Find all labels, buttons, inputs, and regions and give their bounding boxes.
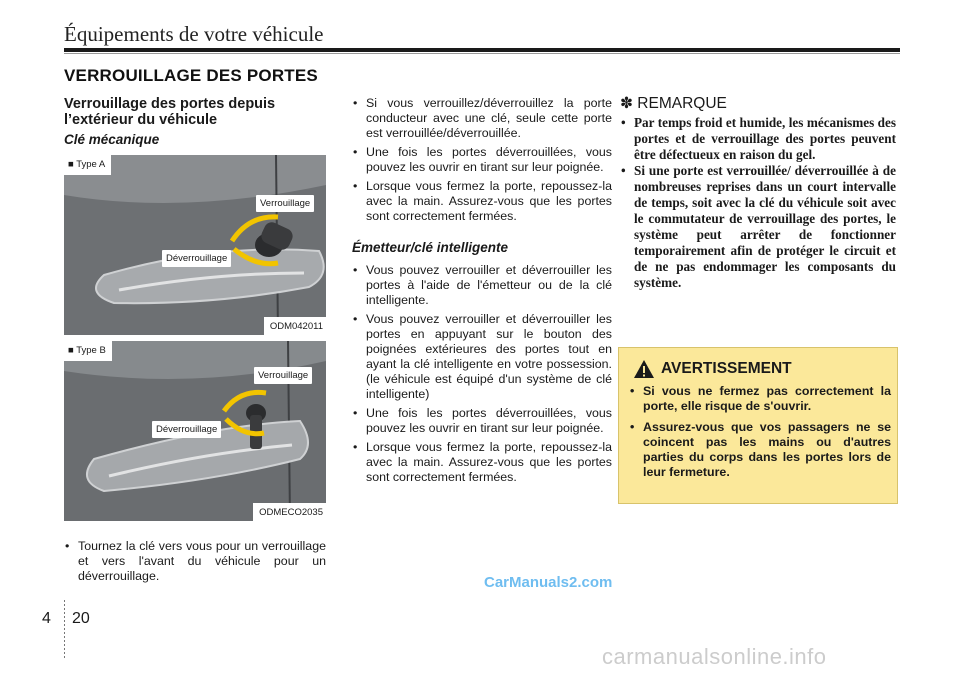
unlock-callout-a: Déverrouillage: [162, 250, 231, 267]
col1-bullet-list: [64, 539, 326, 584]
col1-subheading: Clé mécanique: [64, 132, 160, 147]
watermark: CarManuals2.com: [484, 574, 613, 591]
col2-bullet: • Vous pouvez verrouiller et déverrouiller les portes à l'aide de l'émetteur ou de la clé intelligente.: [352, 263, 612, 308]
section-title: VERROUILLAGE DES PORTES: [64, 66, 318, 85]
chapter-title: Équipements de votre véhicule: [64, 22, 324, 46]
warning-box: [618, 347, 898, 504]
warning-triangle-icon: [633, 359, 655, 379]
column-3: [620, 96, 896, 291]
remark-bullet: • Par temps froid et humide, les mécanismes des portes et de verrouillage des portes peuvent être défectueux en raison du gel.: [620, 115, 896, 163]
col2-bullet-list-top: [352, 96, 612, 224]
col2-bullet: • Une fois les portes déverrouillées, vous pouvez les ouvrir en tirant sur leur poignée.: [352, 406, 612, 436]
header-rule-thin: [64, 53, 900, 54]
column-2: [352, 96, 612, 489]
col2-bullet: • Lorsque vous fermez la porte, repoussez-la avec la main. Assurez-vous que les portes sont correctement fermées.: [352, 179, 612, 224]
figure-type-b: [64, 341, 326, 521]
col1-bullet: • Tournez la clé vers vous pour un verrouillage et vers l'avant du véhicule pour un déverrouillage.: [64, 539, 326, 584]
lock-callout-b: Verrouillage: [254, 367, 312, 384]
column-1: [64, 96, 326, 588]
page-number: 20: [72, 610, 90, 627]
figure-code-a: ODM042011: [264, 317, 326, 335]
warning-bullet: • Assurez-vous que vos passagers ne se coincent pas les mains ou d'autres parties du corps dans les portes lors de leur fermeture.: [629, 420, 891, 480]
warning-title: AVERTISSEMENT: [661, 360, 792, 377]
page-divider: [64, 600, 65, 658]
remark-bullet: • Si une porte est verrouillée/ déverrouillée à de nombreuses reprises dans un court intervalle de temps, soit avec la clé du véhicule soit avec le commutateur de verrouillage des portes, le système peut arrêter de fonctionner temporairement afin de protéger le circuit et de ne pas endommager les composants du système.: [620, 163, 896, 291]
remark-bullet-list: [620, 115, 896, 291]
door-handle-illustration-a: [64, 155, 326, 335]
warning-bullet: • Si vous ne fermez pas correctement la porte, elle risque de s'ouvrir.: [629, 384, 891, 414]
col2-bullet: • Vous pouvez verrouiller et déverrouiller les portes en appuyant sur le bouton des poignées extérieures des portes tout en ayant la clé intelligente en votre possession. (le véhicule est équipé d'un système de clé intelligente): [352, 312, 612, 402]
col2-subheading: Émetteur/clé intelligente: [352, 240, 509, 255]
unlock-callout-b: Déverrouillage: [152, 421, 221, 438]
type-b-tag: ■ Type B: [64, 341, 112, 361]
col1-heading: Verrouillage des portes depuis l’extérieur du véhicule: [64, 96, 276, 128]
site-watermark: carmanualsonline.info: [602, 644, 827, 669]
lock-callout-a: Verrouillage: [256, 195, 314, 212]
col2-bullet-list-bottom: [352, 263, 612, 485]
remark-title: ✽ REMARQUE: [620, 95, 727, 112]
col2-bullet: • Une fois les portes déverrouillées, vous pouvez les ouvrir en tirant sur leur poignée.: [352, 145, 612, 175]
warning-bullet-list: [629, 384, 891, 486]
figure-code-b: ODMECO2035: [253, 503, 326, 521]
chapter-number: 4: [42, 610, 51, 627]
figure-type-a: [64, 155, 326, 335]
col2-bullet: • Lorsque vous fermez la porte, repoussez-la avec la main. Assurez-vous que les portes sont correctement fermées.: [352, 440, 612, 485]
header-rule: [64, 48, 900, 52]
type-a-tag: ■ Type A: [64, 155, 111, 175]
col2-bullet: • Si vous verrouillez/déverrouillez la porte conducteur avec une clé, seule cette porte est verrouillée/déverrouillée.: [352, 96, 612, 141]
